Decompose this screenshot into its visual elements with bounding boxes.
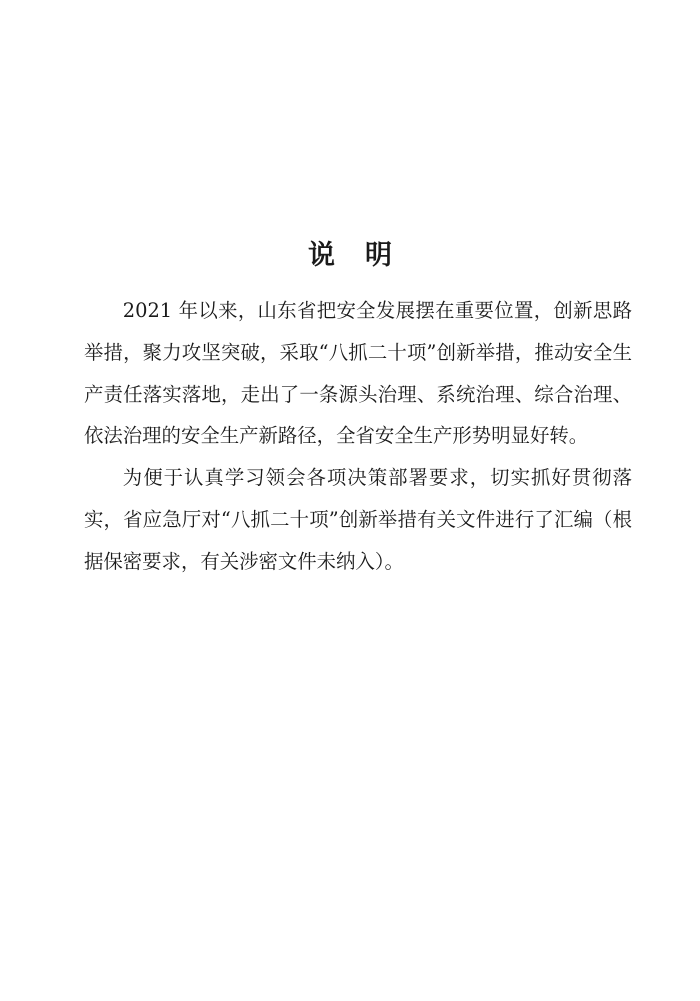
page-title: 说明 bbox=[308, 240, 422, 271]
paragraph-intro: 2021 年以来，山东省把安全发展摆在重要位置，创新思路举措，聚力攻坚突破，采取“八抓二十项”创新举措，推动安全生产责任落实落地，走出了一条源头治理、系统治理、综合治理、依法治理的安全生产新路径，全省安全生产形势明显好转。 bbox=[84, 299, 632, 448]
document-body bbox=[84, 290, 632, 583]
paragraph-purpose: 为便于认真学习领会各项决策部署要求，切实抓好贯彻落实，省应急厅对“八抓二十项”创新举措有关文件进行了汇编（根据保密要求，有关涉密文件未纳入）。 bbox=[84, 466, 632, 573]
